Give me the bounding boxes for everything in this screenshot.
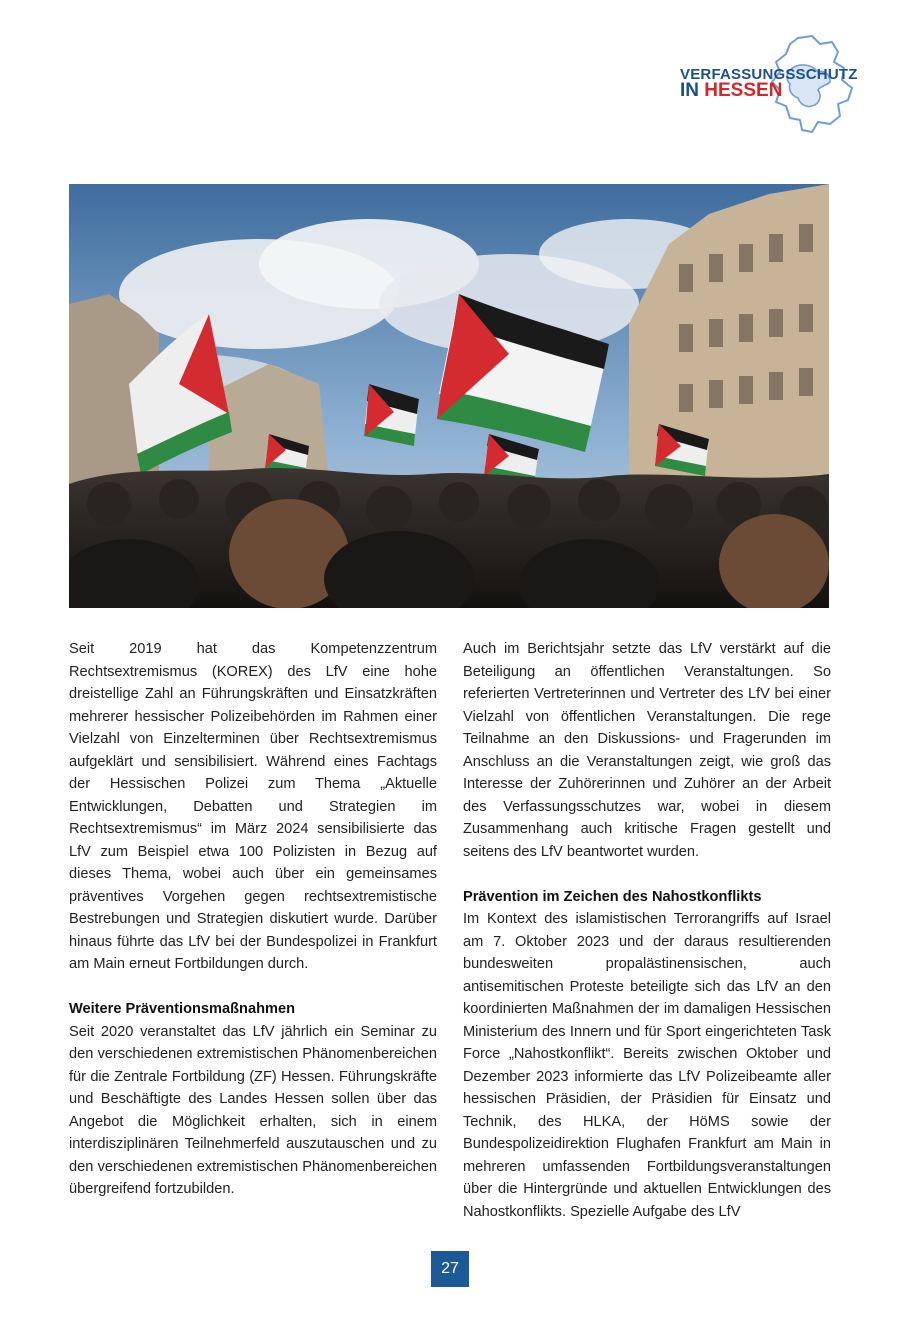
right-paragraph-nahostkonflikt: Im Kontext des islamistischen Terrorangriffs auf Israel am 7. Oktober 2023 und der daraus resultierenden bundesweiten propalästinensischen, auch antisemitischen Proteste beteiligte sich das LfV an den koordinierten Maßnahmen der im damaligen Hessischen Ministerium des Innern und für Sport eingerichteten Task Force „Nahostkonflikt“. Bereits zwischen Oktober und Dezember 2023 informierte das LfV Polizeibeamte aller hessischen Präsidien, der Präsidien für Einsatz und Technik, des HLKA, der HöMS sowie der Bundespolizeidirektion Flughafen Frankfurt am Main in mehreren umfassenden Fortbildungsveranstaltungen über die Hintergründe und aktuellen Entwicklungen des Nahostkonflikts. Spezielle Aufgabe des LfV <box>463 911 831 1220</box>
logo-text-in-hessen <box>680 80 782 102</box>
page-number-badge: 27 <box>431 1251 469 1287</box>
heading-weitere-praeventionsmassnahmen: Weitere Präventionsmaßnahmen <box>69 1001 296 1017</box>
right-paragraph-veranstaltungen: Auch im Berichtsjahr setzte das LfV verstärkt auf die Beteiligung an öffentlichen Veranstaltungen. So referierten Vertreterinnen und Vertreter des LfV bei einer Vielzahl von öffentlichen Veranstaltungen. Die rege Teilnahme an den Diskussions- und Fragerunden im Anschluss an die Veranstaltungen zeigt, wie groß das Interesse der Zuhörerinnen und Zuhörer an der Arbeit des Verfassungsschutzes war, wobei in diesem Zusammenhang auch kritische Fragen gestellt und seitens des LfV beantwortet wurden. <box>463 641 831 860</box>
right-column <box>463 638 831 1223</box>
logo-text-in: IN <box>680 80 699 101</box>
logo-text-verfassungsschutz: VERFASSUNGSSCHUTZ <box>680 66 858 83</box>
protest-crowd-with-flags-photo <box>69 184 829 608</box>
logo-text-hessen: HESSEN <box>704 80 783 101</box>
left-paragraph-korex: Seit 2019 hat das Kompetenzzentrum Rechtsextremismus (KOREX) des LfV eine hohe dreistellige Zahl an Führungskräften und Einsatzkräften mehrerer hessischer Polizeibehörden im Rahmen einer Vielzahl von Einzelterminen über Rechtsextremismus aufgeklärt und sensibilisiert. Während eines Fachtags der Hessischen Polizei zum Thema „Aktuelle Entwicklungen, Debatten und Strategien im Rechtsextremismus“ im März 2024 sensibilisierte das LfV zum Beispiel etwa 100 Polizisten in Bezug auf dieses Thema, wobei auch über ein gemeinsames präventives Vorgehen gegen rechtsextremistische Bestrebungen und Strategien diskutiert wurde. Darüber hinaus führte das LfV bei der Bundespolizei in Frankfurt am Main erneut Fortbildungen durch. <box>69 641 437 972</box>
heading-praevention-nahostkonflikt: Prävention im Zeichen des Nahostkonflikts <box>463 888 762 905</box>
header-logo <box>680 34 860 138</box>
left-column <box>69 638 437 1201</box>
left-paragraph-seminar: Seit 2020 veranstaltet das LfV jährlich ein Seminar zu den verschiedenen extremistischen Phänomenbereichen für die Zentrale Fortbildung (ZF) Hessen. Führungskräfte und Beschäftigte des Landes Hessen sollen über das Angebot die Möglichkeit erhalten, sich in einem interdisziplinären Teilnehmerfeld auszutauschen und zu den verschiedenen extremistischen Phänomenbereichen übergreifend fortzubilden. <box>69 1023 437 1197</box>
protest-photo <box>69 184 829 608</box>
